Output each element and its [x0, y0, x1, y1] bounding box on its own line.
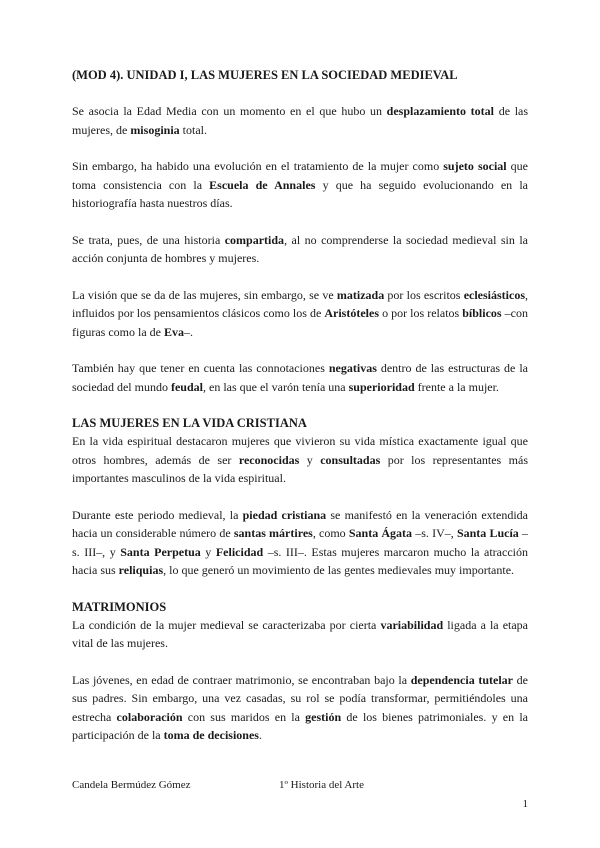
text: –s. III–. Estas mujeres marcaron mucho la atracción hacia sus [72, 544, 528, 577]
text: , influidos por los pensamientos clásicos como los de [72, 287, 528, 320]
bold-text: toma de decisiones [163, 728, 259, 742]
bold-text: colaboración [116, 709, 183, 724]
text: que toma consistencia con la [72, 159, 528, 192]
text: de los bienes patrimoniales. y en la participación de la [72, 709, 528, 742]
text: o por los relatos [379, 306, 463, 320]
text: frente a la mujer. [414, 379, 499, 394]
text: total. [179, 122, 207, 137]
footer-author: Candela Bermúdez Gómez [72, 779, 191, 791]
paragraph-1 [72, 102, 528, 139]
text: –s. IV–, [412, 526, 457, 540]
bold-text: santas mártires [233, 526, 313, 540]
document-title: (MOD 4). UNIDAD I, LAS MUJERES EN LA SOCIEDAD MEDIEVAL [72, 68, 458, 82]
bold-text: feudal [170, 379, 203, 394]
text: La visión que se da de las mujeres, sin embargo, se ve [72, 287, 337, 302]
text: de las mujeres, de [72, 104, 529, 137]
bold-text: variabilidad [380, 617, 444, 632]
paragraph-4 [72, 286, 528, 342]
text: con sus maridos en la [182, 709, 306, 724]
bold-text: Santa Lucía [456, 526, 519, 540]
text: . [258, 728, 262, 742]
text: Se trata, pues, de una historia [72, 232, 225, 247]
text: –. [183, 324, 193, 339]
section-heading-matrimonios: MATRIMONIOS [72, 599, 167, 614]
bold-text: Santa Perpetua [120, 544, 201, 559]
section-heading-vida-cristiana: LAS MUJERES EN LA VIDA CRISTIANA [72, 416, 307, 430]
text: por los representantes más importantes masculinos de la vida espiritual. [72, 452, 528, 485]
bold-text: eclesiásticos [463, 287, 525, 302]
text: , como [312, 526, 349, 540]
footer-course: 1º Historia del Arte [279, 779, 364, 791]
bold-text: compartida [224, 232, 285, 247]
text: y que ha seguido evolucionando en la historiografía hasta nuestros días. [72, 177, 528, 210]
bold-text: Eva [163, 324, 184, 339]
paragraph-3 [72, 231, 528, 268]
bold-text: reconocidas [238, 452, 300, 467]
text: En la vida espiritual destacaron mujeres que vivieron su vida mística exactamente igual que otros hombres, además de ser [72, 434, 528, 467]
text: , en las que el varón tenía una [203, 379, 349, 394]
paragraph-9 [72, 671, 528, 745]
bold-text: misoginia [130, 122, 180, 137]
text: , al no comprenderse la sociedad medieval sin la acción conjunta de hombres y mujeres. [72, 232, 528, 265]
text: ligada a la etapa vital de las mujeres. [72, 617, 529, 650]
bold-text: desplazamiento total [386, 104, 495, 118]
bold-text: gestión [305, 709, 342, 724]
bold-text: consultadas [320, 452, 381, 467]
text: Durante este periodo medieval, la [72, 507, 243, 522]
text: dentro de las estructuras de la sociedad del mundo [72, 361, 529, 394]
bold-text: reliquias [118, 563, 164, 577]
bold-text: Aristóteles [324, 306, 380, 320]
text: La condición de la mujer medieval se caracterizaba por cierta [72, 617, 381, 632]
bold-text: Escuela de Annales [209, 177, 316, 192]
paragraph-2 [72, 157, 528, 213]
paragraph-6 [72, 432, 528, 488]
bold-text: piedad cristiana [242, 507, 327, 522]
text: Las jóvenes, en edad de contraer matrimonio, se encontraban bajo la [72, 672, 411, 687]
text: Se asocia la Edad Media con un momento en el que hubo un [72, 104, 387, 118]
bold-text: dependencia tutelar [410, 672, 514, 687]
text: , lo que generó un movimiento de las gentes medievales muy importante. [163, 563, 515, 577]
paragraph-5 [72, 359, 528, 396]
text: y [200, 544, 216, 559]
bold-text: Santa Ágata [348, 526, 413, 540]
text: por los escritos [384, 287, 464, 302]
text: Sin embargo, ha habido una evolución en el tratamiento de la mujer como [72, 159, 444, 173]
page-number: 1 [522, 798, 528, 810]
text: de sus padres. Sin embargo, una vez casadas, su rol se podía transformar, permitiéndoles una estrecha [72, 672, 528, 724]
document-body [72, 66, 528, 763]
paragraph-8 [72, 616, 528, 653]
text: –s. III–, y [72, 526, 528, 559]
bold-text: negativas [328, 361, 377, 375]
bold-text: Felicidad [215, 544, 264, 559]
text: También hay que tener en cuenta las connotaciones [72, 361, 329, 375]
paragraph-7 [72, 506, 528, 580]
text: y [299, 452, 321, 467]
bold-text: matizada [336, 287, 385, 302]
bold-text: bíblicos [462, 306, 502, 320]
bold-text: superioridad [348, 379, 415, 394]
text: se manifestó en la veneración extendida hacia un considerable número de [72, 507, 528, 540]
bold-text: sujeto social [443, 159, 507, 173]
text: –con figuras como la de [72, 306, 528, 339]
